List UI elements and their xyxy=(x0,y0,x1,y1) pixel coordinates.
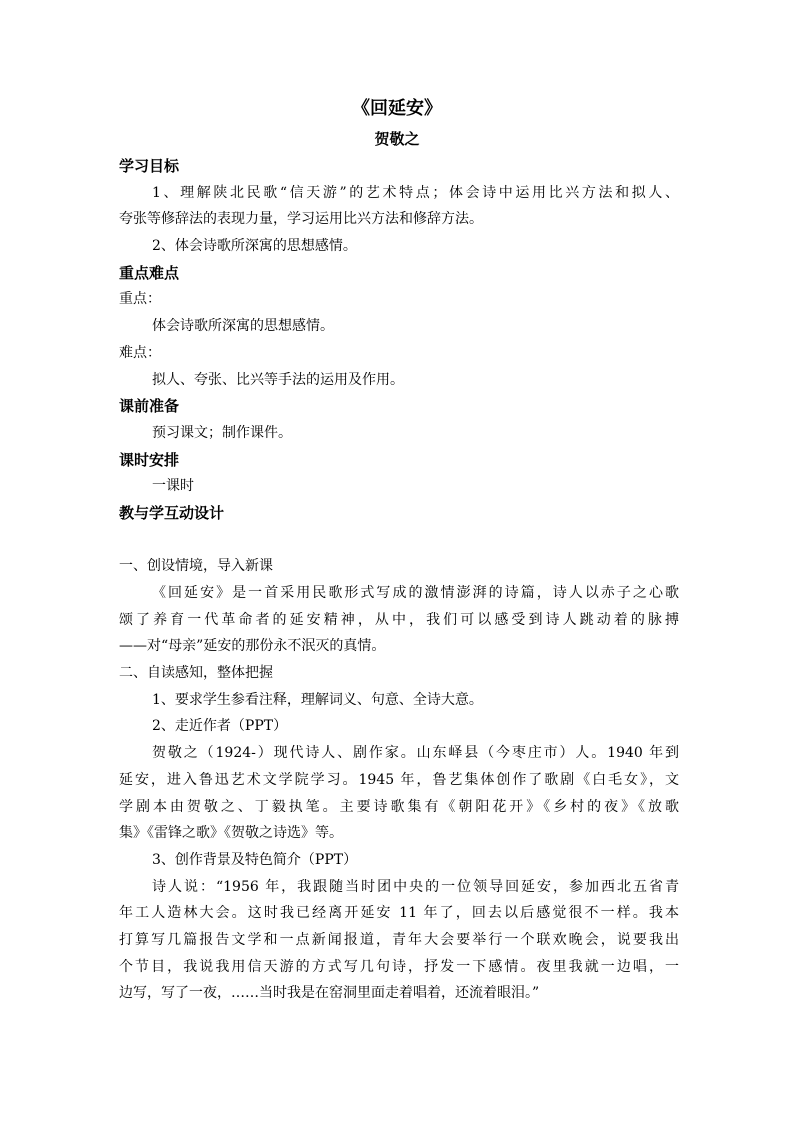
section-heading-key-points: 重点难点 xyxy=(119,263,180,282)
step-1-paragraph-line-3: ——对“母亲”延安的那份永不泯灭的真情。 xyxy=(119,638,386,655)
author-bio-line-2: 延安，进入鲁迅艺术文学院学习。1945 年，鲁艺集体创作了歌剧《白毛女》，文 xyxy=(119,771,679,788)
step-2-item-3: 3、创作背景及特色简介（PPT） xyxy=(152,851,358,868)
step-1-paragraph-line-2: 颂了养育一代革命者的延安精神，从中，我们可以感受到诗人跳动着的脉搏 xyxy=(119,611,679,628)
author-bio-line-4: 集》《雷锋之歌》《贺敬之诗选》等。 xyxy=(119,825,343,842)
preparation-text: 预习课文；制作课件。 xyxy=(152,424,292,441)
section-heading-schedule: 课时安排 xyxy=(119,450,180,469)
difficulty-text: 拟人、夸张、比兴等手法的运用及作用。 xyxy=(152,371,404,388)
document-title: 《回延安》 xyxy=(352,98,442,119)
section-heading-goals: 学习目标 xyxy=(119,157,180,175)
schedule-text: 一课时 xyxy=(152,478,194,495)
step-1-heading: 一、创设情境，导入新课 xyxy=(119,558,273,575)
step-2-item-2: 2、走近作者（PPT） xyxy=(152,718,288,735)
difficulty-label: 难点： xyxy=(119,344,161,361)
poet-quote-line-1: 诗人说：“1956 年，我跟随当时团中央的一位领导回延安，参加西北五省青 xyxy=(152,878,679,895)
key-point-label: 重点： xyxy=(119,291,161,308)
poet-quote-line-5: 边写，写了一夜，……当时我是在窑洞里面走着唱着，还流着眼泪。” xyxy=(119,985,540,1002)
step-2-heading: 二、自读感知，整体把握 xyxy=(119,665,273,682)
goal-1-line-2: 夸张等修辞法的表现力量，学习运用比兴方法和修辞方法。 xyxy=(119,211,483,228)
document-author: 贺敬之 xyxy=(374,130,420,148)
author-bio-line-1: 贺敬之（1924-）现代诗人、剧作家。山东峄县（今枣庄市）人。1940 年到 xyxy=(152,745,679,762)
section-heading-design: 教与学互动设计 xyxy=(119,503,225,522)
goal-1-line-1: 1、理解陕北民歌“信天游”的艺术特点；体会诗中运用比兴方法和拟人、 xyxy=(152,184,679,201)
section-heading-preparation: 课前准备 xyxy=(119,397,180,416)
poet-quote-line-4: 个节目，我说我用信天游的方式写几句诗，抒发一下感情。夜里我就一边唱，一 xyxy=(119,958,679,975)
step-1-paragraph-line-1: 《回延安》是一首采用民歌形式写成的激情澎湃的诗篇，诗人以赤子之心歌 xyxy=(152,585,679,601)
author-bio-line-3: 学剧本由贺敬之、丁毅执笔。主要诗歌集有《朝阳花开》《乡村的夜》《放歌 xyxy=(119,798,679,815)
goal-2: 2、体会诗歌所深寓的思想感情。 xyxy=(152,238,357,255)
step-2-item-1: 1、要求学生参看注释，理解词义、句意、全诗大意。 xyxy=(152,691,483,708)
blank-line xyxy=(119,527,679,554)
poet-quote-line-2: 年工人造林大会。这时我已经离开延安 11 年了，回去以后感觉很不一样。我本 xyxy=(119,905,679,922)
poet-quote-line-3: 打算写几篇报告文学和一点新闻报道，青年大会要举行一个联欢晚会，说要我出 xyxy=(119,931,679,948)
key-point-text: 体会诗歌所深寓的思想感情。 xyxy=(152,318,334,335)
document-body xyxy=(119,153,679,1007)
